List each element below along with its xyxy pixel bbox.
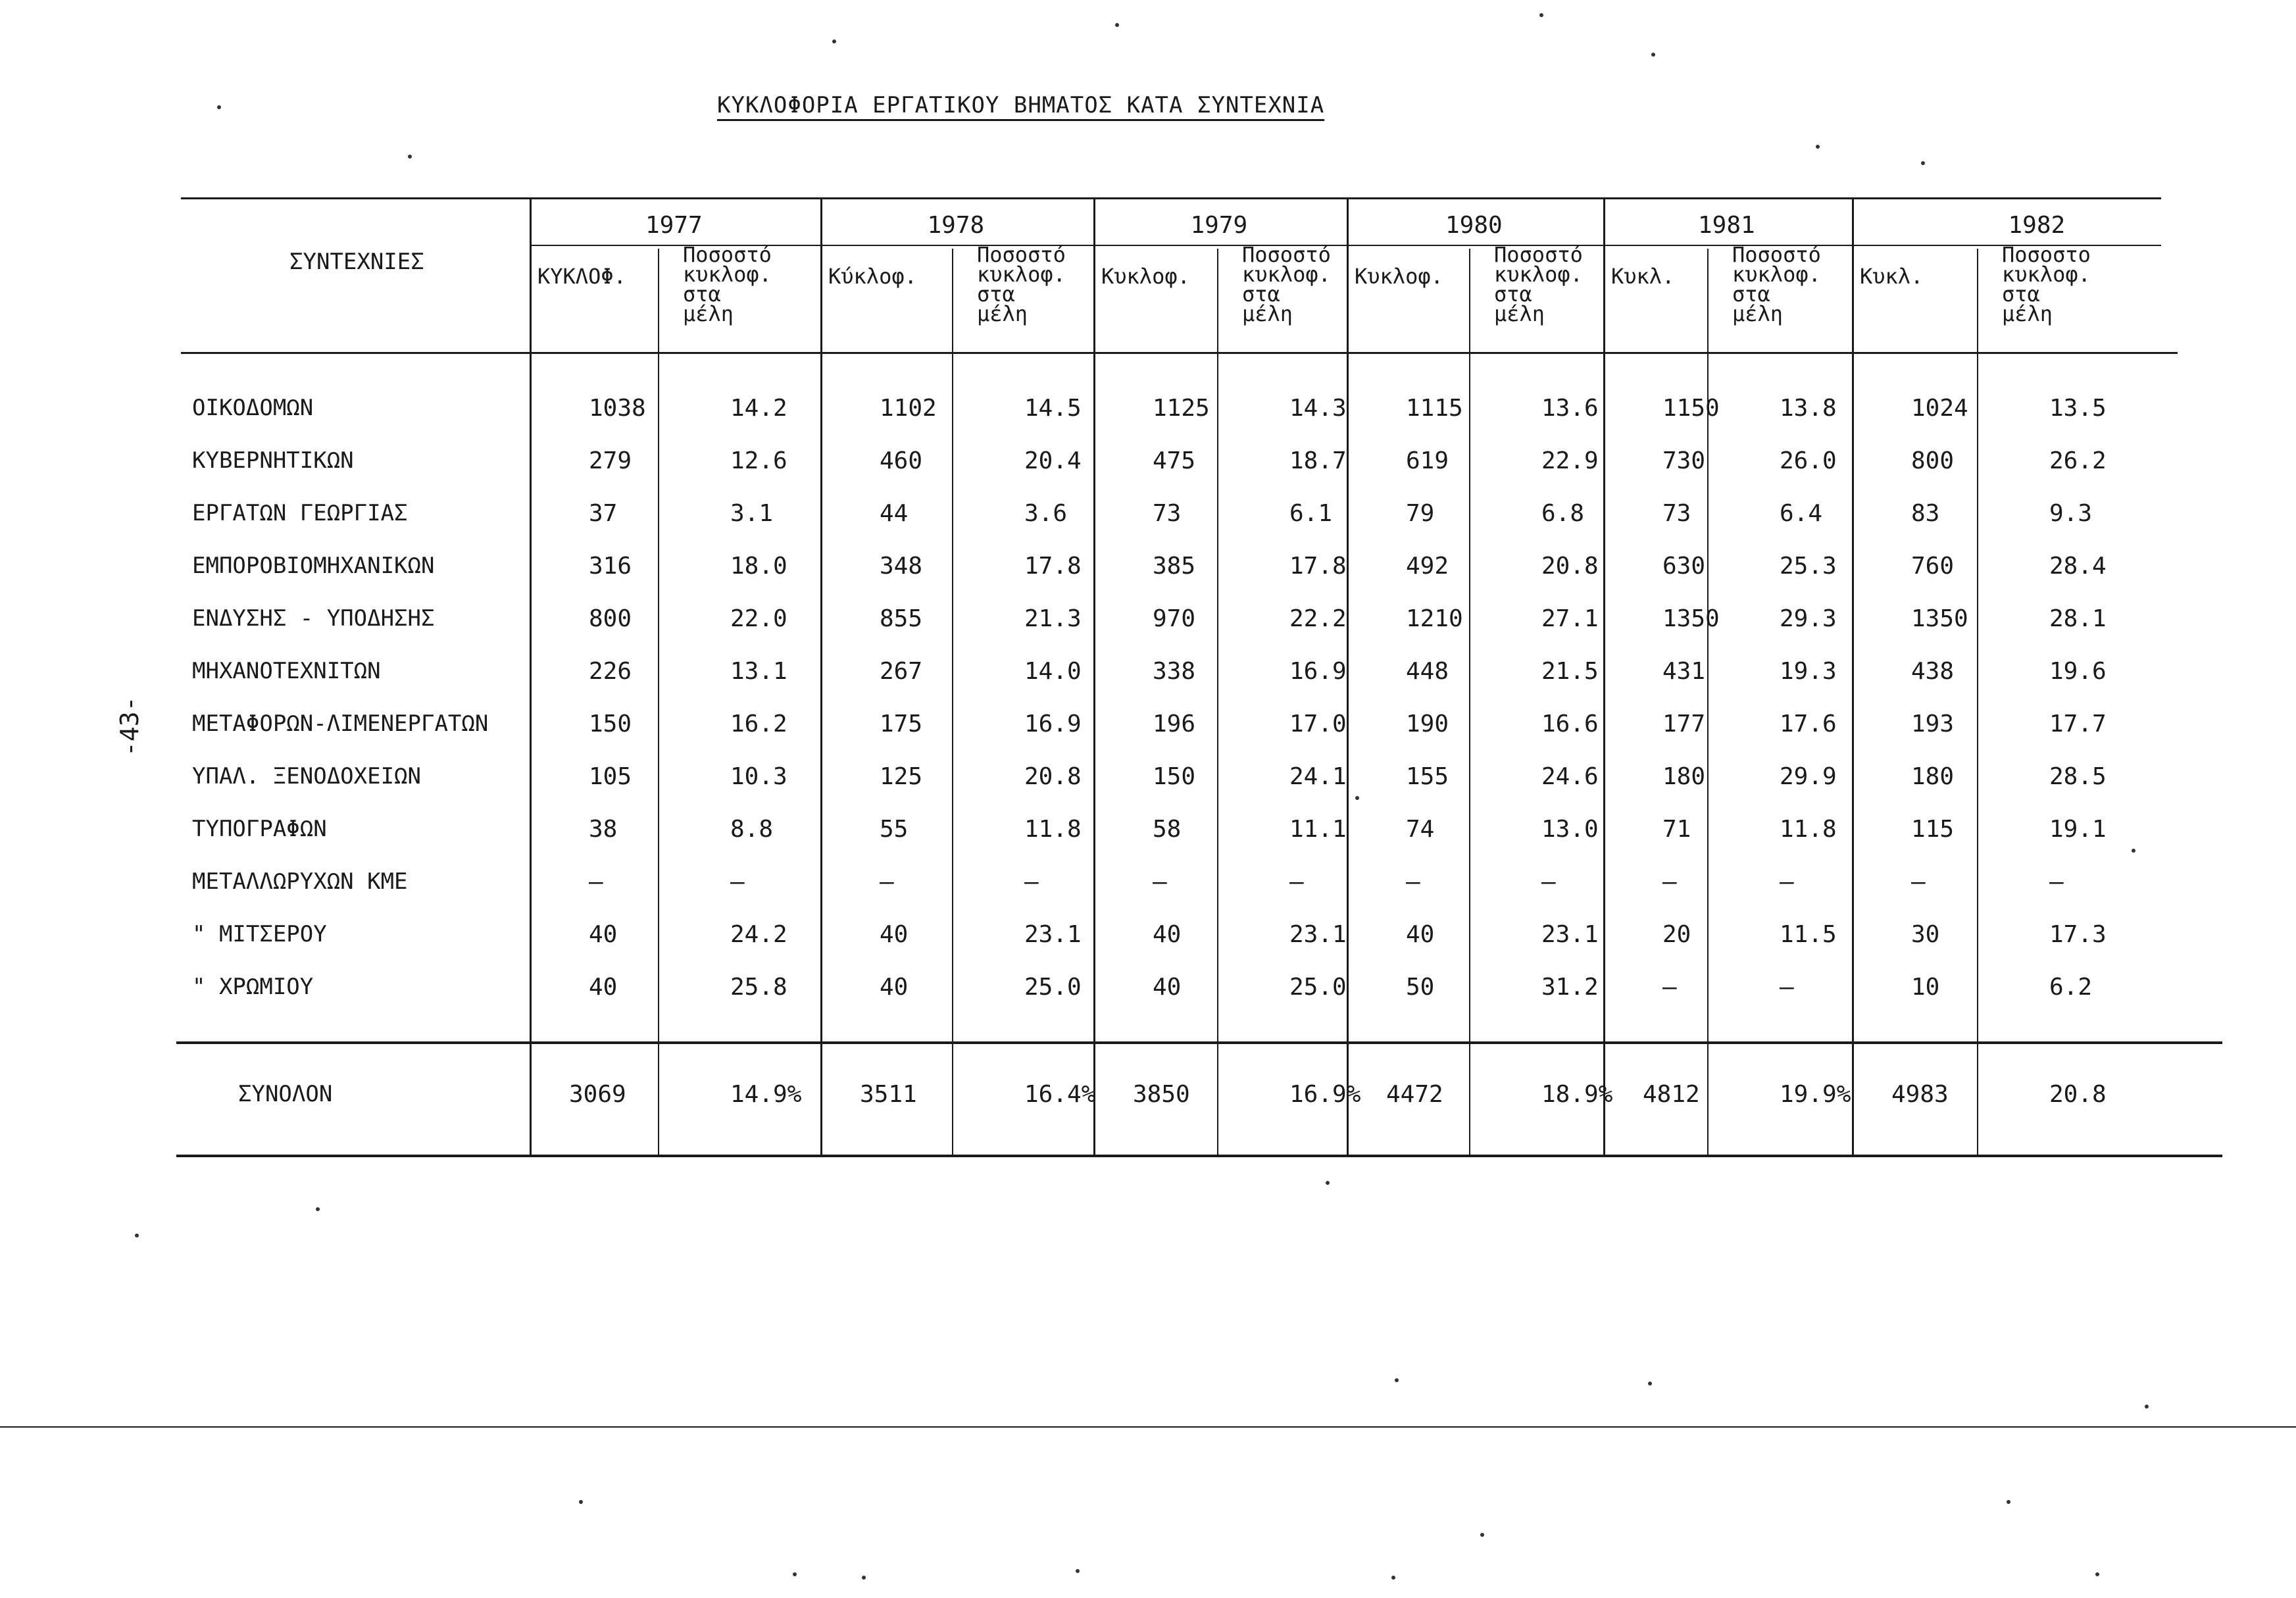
table-cell: 193 [1911,711,1955,737]
scan-speckle [1355,796,1359,800]
table-cell: 26.0 [1780,447,1837,474]
table-cell: 448 [1406,658,1449,685]
table-cell: 431 [1662,658,1706,685]
scan-speckle [316,1207,320,1211]
circ-header: Κυκλ. [1611,264,1675,289]
table-cell: 155 [1406,763,1449,790]
scan-speckle [1651,53,1655,57]
table-top-rule [181,197,2161,199]
table-cell: 40 [880,921,909,948]
table-cell: 79 [1406,500,1435,527]
circ-header: Κύκλοφ. [828,264,917,289]
table-cell: 13.6 [1541,395,1599,422]
sub-divider [658,249,659,1155]
table-cell: 475 [1153,447,1196,474]
table-cell: 58 [1153,816,1182,843]
table-cell: 196 [1153,711,1196,737]
table-cell: 970 [1153,605,1196,632]
table-cell: 25.3 [1780,553,1837,580]
table-cell: 9.3 [2049,500,2093,527]
table-cell: 19.6 [2049,658,2107,685]
scan-speckle [2007,1500,2010,1504]
total-cell: 16.4% [1024,1081,1096,1108]
table-cell: 760 [1911,553,1955,580]
year-divider [1093,197,1095,1155]
table-cell: 1350 [1662,605,1720,632]
total-label: ΣΥΝΟΛΟΝ [238,1081,333,1107]
table-cell: 6.2 [2049,974,2093,1001]
table-cell: 18.0 [730,553,787,580]
table-cell: 71 [1662,816,1691,843]
table-cell: 267 [880,658,923,685]
total-cell: 3850 [1133,1081,1190,1108]
sub-divider [1707,249,1709,1155]
scan-speckle [862,1576,866,1580]
table-cell: 6.4 [1780,500,1823,527]
sub-divider [1217,249,1218,1155]
table-cell: 348 [880,553,923,580]
total-cell: 4812 [1643,1081,1700,1108]
table-cell: 177 [1662,711,1706,737]
table-cell: 50 [1406,974,1435,1001]
scan-speckle [579,1500,583,1504]
table-cell: — [589,868,603,895]
table-cell: 24.1 [1289,763,1347,790]
row-label: ΜΗΧΑΝΟΤΕΧΝΙΤΩΝ [192,658,381,684]
year-header-1982: 1982 [2008,212,2066,239]
scan-speckle [1816,145,1820,149]
table-cell: — [2049,868,2064,895]
total-cell: 16.9% [1289,1081,1361,1108]
scan-speckle [217,105,221,109]
row-label: ΕΝΔΥΣΗΣ - ΥΠΟΔΗΣΗΣ [192,605,435,632]
row-label: " ΜΙΤΣΕΡΟΥ [192,921,327,947]
table-cell: — [1780,974,1794,1001]
row-label: ΜΕΤΑΦΟΡΩΝ-ΛΙΜΕΝΕΡΓΑΤΩΝ [192,711,489,737]
table-cell: 226 [589,658,632,685]
table-cell: 175 [880,711,923,737]
corner-header: ΣΥΝΤΕΧΝΙΕΣ [289,249,424,275]
table-cell: 3.6 [1024,500,1068,527]
year-divider [1347,197,1349,1155]
scan-speckle [1539,13,1543,17]
table-cell: 180 [1911,763,1955,790]
table-cell: 385 [1153,553,1196,580]
row-label: ΤΥΠΟΓΡΑΦΩΝ [192,816,327,842]
table-cell: 40 [1406,921,1435,948]
table-cell: 20.8 [1024,763,1082,790]
table-cell: 316 [589,553,632,580]
pct-header: Ποσοστό κυκλοφ. στα μέλη [1732,242,1821,326]
year-divider [530,197,532,1155]
table-cell: 73 [1662,500,1691,527]
sub-divider [952,249,953,1155]
table-cell: 22.9 [1541,447,1599,474]
table-cell: 10.3 [730,763,787,790]
table-cell: 23.1 [1541,921,1599,948]
table-cell: 150 [589,711,632,737]
table-cell: — [1911,868,1926,895]
page-fold-line [0,1426,2296,1428]
table-cell: 16.9 [1024,711,1082,737]
total-cell: 20.8 [2049,1081,2107,1108]
table-cell: 13.8 [1780,395,1837,422]
scan-speckle [2095,1572,2099,1576]
table-cell: — [1541,868,1556,895]
table-cell: 460 [880,447,923,474]
table-cell: 28.1 [2049,605,2107,632]
table-cell: 44 [880,500,909,527]
table-cell: 16.2 [730,711,787,737]
table-cell: 150 [1153,763,1196,790]
year-header-1977: 1977 [645,212,703,239]
table-cell: 338 [1153,658,1196,685]
table-cell: 16.6 [1541,711,1599,737]
scan-speckle [832,39,836,43]
table-cell: 12.6 [730,447,787,474]
row-label: ΜΕΤΑΛΛΩΡΥΧΩΝ ΚΜΕ [192,868,408,895]
page-title: ΚΥΚΛΟΦΟΡΙΑ ΕΡΓΑΤΙΚΟΥ ΒΗΜΑΤΟΣ ΚΑΤΑ ΣΥΝΤΕΧΝΙΑ [717,92,1325,118]
table-cell: 1102 [880,395,937,422]
table-cell: 6.8 [1541,500,1585,527]
table-cell: 17.8 [1024,553,1082,580]
row-label: ΚΥΒΕΡΝΗΤΙΚΩΝ [192,447,354,474]
table-cell: 3.1 [730,500,774,527]
total-cell: 4983 [1891,1081,1949,1108]
table-cell: 14.3 [1289,395,1347,422]
table-bottom-rule [176,1155,2222,1157]
table-cell: 13.0 [1541,816,1599,843]
table-cell: 1125 [1153,395,1210,422]
table-cell: 37 [589,500,618,527]
scan-speckle [2145,1405,2149,1409]
table-cell: 13.5 [2049,395,2107,422]
table-cell: 190 [1406,711,1449,737]
table-cell: 14.5 [1024,395,1082,422]
table-cell: 17.8 [1289,553,1347,580]
scan-speckle [2132,849,2135,853]
page-number: -43- [115,696,144,757]
table-cell: 17.7 [2049,711,2107,737]
table-cell: — [1024,868,1039,895]
scan-speckle [1115,23,1119,27]
table-cell: 28.4 [2049,553,2107,580]
table-cell: 73 [1153,500,1182,527]
table-cell: 8.8 [730,816,774,843]
table-cell: 619 [1406,447,1449,474]
table-cell: — [1153,868,1167,895]
table-cell: 22.2 [1289,605,1347,632]
year-header-1979: 1979 [1190,212,1248,239]
table-cell: 855 [880,605,923,632]
table-cell: — [1662,868,1677,895]
table-cell: 21.3 [1024,605,1082,632]
table-cell: 25.0 [1024,974,1082,1001]
table-cell: 21.5 [1541,658,1599,685]
sub-divider [1469,249,1470,1155]
table-cell: 40 [880,974,909,1001]
circ-header: ΚΥΚΛΟΦ. [537,264,626,289]
table-cell: 40 [1153,921,1182,948]
table-cell: 25.8 [730,974,787,1001]
table-cell: 20.4 [1024,447,1082,474]
table-cell: 1115 [1406,395,1463,422]
table-cell: 10 [1911,974,1940,1001]
table-cell: — [880,868,894,895]
table-cell: 19.1 [2049,816,2107,843]
year-header-1981: 1981 [1698,212,1755,239]
table-cell: 23.1 [1024,921,1082,948]
table-cell: 11.8 [1780,816,1837,843]
table-cell: 22.0 [730,605,787,632]
table-cell: 800 [589,605,632,632]
table-cell: 1024 [1911,395,1968,422]
year-divider [1603,197,1605,1155]
scan-speckle [1395,1378,1399,1382]
header-bottom-rule [181,352,2178,354]
table-cell: 20.8 [1541,553,1599,580]
table-cell: 180 [1662,763,1706,790]
table-cell: 17.0 [1289,711,1347,737]
table-cell: 17.3 [2049,921,2107,948]
table-cell: 730 [1662,447,1706,474]
table-cell: 40 [589,921,618,948]
scan-speckle [1076,1569,1080,1573]
table-cell: 83 [1911,500,1940,527]
total-cell: 4472 [1386,1081,1443,1108]
pct-header: Ποσοστό κυκλοφ. στα μέλη [683,242,772,326]
table-cell: 11.1 [1289,816,1347,843]
scan-speckle [793,1572,797,1576]
table-cell: 40 [1153,974,1182,1001]
row-label: ΟΙΚΟΔΟΜΩΝ [192,395,314,421]
table-cell: 24.2 [730,921,787,948]
pct-header: Ποσοστό κυκλοφ. στα μέλη [1494,242,1583,326]
table-cell: 26.2 [2049,447,2107,474]
table-cell: 23.1 [1289,921,1347,948]
sub-divider [1977,249,1978,1155]
scan-speckle [1921,161,1925,165]
table-cell: 25.0 [1289,974,1347,1001]
table-cell: 28.5 [2049,763,2107,790]
table-cell: 55 [880,816,909,843]
total-cell: 3069 [569,1081,626,1108]
table-cell: — [730,868,745,895]
circ-header: Κυκλοφ. [1355,264,1443,289]
pct-header: Ποσοστο κυκλοφ. στα μέλη [2002,242,2091,326]
scan-speckle [1480,1533,1484,1537]
table-cell: 30 [1911,921,1940,948]
table-cell: 1350 [1911,605,1968,632]
scan-speckle [135,1234,139,1237]
table-cell: 40 [589,974,618,1001]
table-cell: 1038 [589,395,646,422]
scan-speckle [408,155,412,159]
year-header-1980: 1980 [1445,212,1503,239]
circ-header: Κυκλ. [1860,264,1924,289]
table-cell: 19.3 [1780,658,1837,685]
table-cell: 6.1 [1289,500,1333,527]
total-cell: 18.9% [1541,1081,1613,1108]
row-label: ΕΡΓΑΤΩΝ ΓΕΩΡΓΙΑΣ [192,500,408,526]
table-cell: 74 [1406,816,1435,843]
row-label: ΥΠΑΛ. ΞΕΝΟΔΟΧΕΙΩΝ [192,763,421,789]
table-cell: — [1780,868,1794,895]
row-label: " ΧΡΩΜΙΟΥ [192,974,314,1000]
table-cell: 17.6 [1780,711,1837,737]
table-cell: 18.7 [1289,447,1347,474]
table-cell: 800 [1911,447,1955,474]
table-cell: 29.9 [1780,763,1837,790]
year-divider [1852,197,1854,1155]
total-cell: 19.9% [1780,1081,1851,1108]
table-cell: 16.9 [1289,658,1347,685]
table-cell: 31.2 [1541,974,1599,1001]
table-cell: — [1406,868,1420,895]
table-cell: 14.2 [730,395,787,422]
table-cell: — [1662,974,1677,1001]
table-cell: 1150 [1662,395,1720,422]
table-cell: — [1289,868,1304,895]
year-header-rule [530,245,2161,246]
year-divider [820,197,822,1155]
table-cell: 38 [589,816,618,843]
scan-speckle [1391,1576,1395,1580]
table-cell: 29.3 [1780,605,1837,632]
table-cell: 14.0 [1024,658,1082,685]
scan-speckle [1648,1382,1652,1386]
table-cell: 11.5 [1780,921,1837,948]
table-cell: 20 [1662,921,1691,948]
year-header-1978: 1978 [927,212,985,239]
table-cell: 24.6 [1541,763,1599,790]
scan-speckle [1326,1181,1330,1185]
table-cell: 1210 [1406,605,1463,632]
row-label: ΕΜΠΟΡΟΒΙΟΜΗΧΑΝΙΚΩΝ [192,553,435,579]
table-cell: 11.8 [1024,816,1082,843]
pct-header: Ποσοστό κυκλοφ. στα μέλη [1242,242,1331,326]
table-cell: 27.1 [1541,605,1599,632]
table-cell: 279 [589,447,632,474]
table-cell: 105 [589,763,632,790]
total-cell: 14.9% [730,1081,802,1108]
table-cell: 492 [1406,553,1449,580]
table-cell: 438 [1911,658,1955,685]
table-cell: 115 [1911,816,1955,843]
table-cell: 125 [880,763,923,790]
pct-header: Ποσοστό κυκλοφ. στα μέλη [977,242,1066,326]
total-cell: 3511 [860,1081,917,1108]
table-cell: 13.1 [730,658,787,685]
circ-header: Κυκλοφ. [1101,264,1190,289]
total-top-rule [176,1041,2222,1044]
table-cell: 630 [1662,553,1706,580]
